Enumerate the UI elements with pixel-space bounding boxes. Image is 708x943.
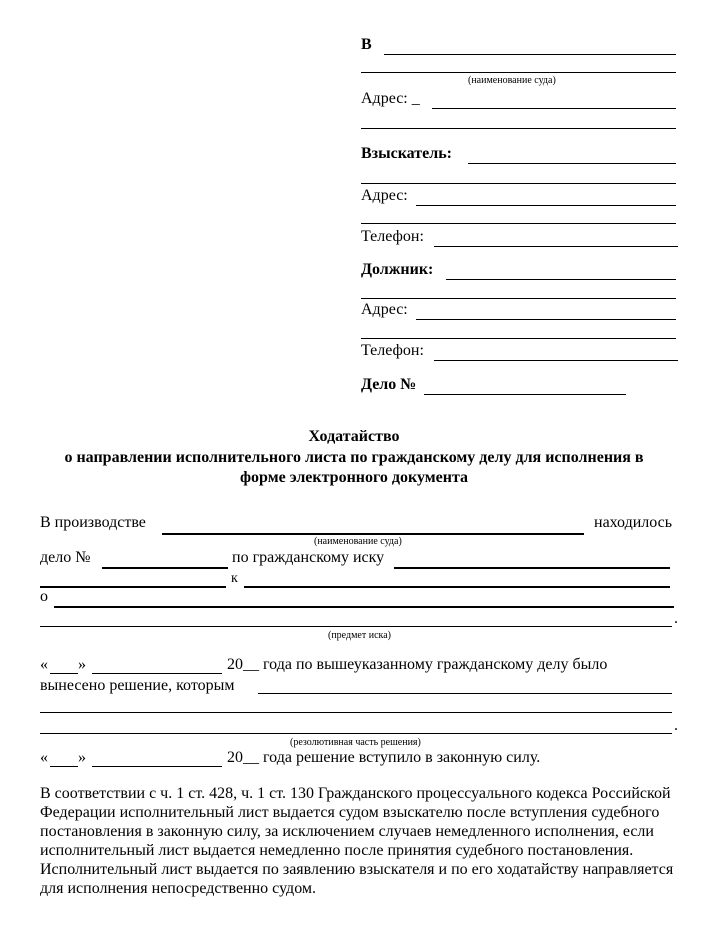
- debtor-field-2[interactable]: [361, 298, 676, 299]
- court-hint-body: (наименование суда): [314, 536, 402, 547]
- debtor-field[interactable]: [446, 279, 676, 280]
- claimant-address-field-2[interactable]: [361, 223, 676, 224]
- case-no-field[interactable]: [102, 567, 228, 569]
- case-no-label: дело №: [40, 549, 91, 566]
- quote-open-2: «: [40, 749, 48, 766]
- resolution-hint: (резолютивная часть решения): [290, 737, 421, 748]
- case-number-field[interactable]: [424, 394, 626, 395]
- to-label-body: к: [231, 571, 238, 586]
- court-field[interactable]: [162, 533, 584, 535]
- in-proceedings-label: В производстве: [40, 514, 146, 531]
- about-label: о: [40, 588, 48, 605]
- debtor-address-field-2[interactable]: [361, 338, 676, 339]
- defendant-field[interactable]: [244, 586, 670, 588]
- court-name-field[interactable]: [384, 54, 676, 55]
- court-hint: (наименование суда): [468, 75, 556, 86]
- plaintiff-field[interactable]: [394, 567, 670, 569]
- month-field-1[interactable]: [92, 673, 222, 674]
- year-text-2: 20__ года решение вступило в законную силу.: [227, 749, 541, 766]
- court-address-label: Адрес: _: [361, 90, 420, 107]
- case-label: Дело №: [361, 376, 417, 393]
- period-2: .: [674, 717, 678, 734]
- subject-field-2[interactable]: [40, 626, 672, 627]
- debtor-address-label: Адрес:: [361, 301, 408, 318]
- legal-paragraph: В соответствии с ч. 1 ст. 428, ч. 1 ст. 130 Гражданского процессуального кодекса Российской Федерации исполнительный лист выдается судом взыскателю после вступления судебного постановления в законную силу, за исключением случаев немедленного исполнения, если исполнительный лист выдается немедленно после принятия судебного постановления. Исполнительный лист выдается по заявлению взыскателя и по его ходатайству направляется для исполнения непосредственно судом.: [40, 785, 674, 897]
- quote-close-2: »: [78, 749, 86, 766]
- month-field-2[interactable]: [92, 766, 222, 767]
- court-name-field-2[interactable]: [361, 72, 676, 73]
- claimant-address-field[interactable]: [416, 205, 676, 206]
- decision-field[interactable]: [258, 693, 672, 694]
- quote-close-1: »: [78, 656, 86, 673]
- decision-field-3[interactable]: [40, 733, 672, 734]
- was-pending-label: находилось: [594, 514, 673, 531]
- civil-claim-label: по гражданскому иску: [232, 549, 385, 566]
- year-text-1: 20__ года по вышеуказанному гражданскому делу было: [227, 656, 608, 673]
- period-1: .: [674, 610, 678, 627]
- day-field-2[interactable]: [50, 766, 78, 767]
- debtor-phone-label: Телефон:: [361, 342, 424, 359]
- decision-made-label: вынесено решение, которым: [40, 677, 235, 694]
- day-field-1[interactable]: [50, 673, 78, 674]
- claimant-address-label: Адрес:: [361, 187, 408, 204]
- claimant-phone-field[interactable]: [434, 246, 678, 247]
- quote-open-1: «: [40, 656, 48, 673]
- debtor-label: Должник:: [361, 261, 434, 278]
- doc-title: Ходатайство: [308, 428, 400, 445]
- claimant-label: Взыскатель:: [361, 145, 452, 162]
- subject-hint: (предмет иска): [328, 630, 391, 641]
- claimant-field[interactable]: [468, 163, 676, 164]
- debtor-phone-field[interactable]: [434, 360, 678, 361]
- court-address-field[interactable]: [432, 108, 676, 109]
- doc-subtitle-2: форме электронного документа: [239, 469, 469, 486]
- doc-subtitle-1: о направлении исполнительного листа по гражданскому делу для исполнения в: [64, 449, 644, 466]
- claimant-field-2[interactable]: [361, 183, 676, 184]
- plaintiff-field-2[interactable]: [40, 586, 226, 588]
- subject-field[interactable]: [54, 606, 674, 608]
- decision-field-2[interactable]: [40, 712, 672, 713]
- debtor-address-field[interactable]: [416, 319, 676, 320]
- to-label: В: [361, 36, 372, 53]
- court-address-field-2[interactable]: [361, 128, 676, 129]
- claimant-phone-label: Телефон:: [361, 228, 424, 245]
